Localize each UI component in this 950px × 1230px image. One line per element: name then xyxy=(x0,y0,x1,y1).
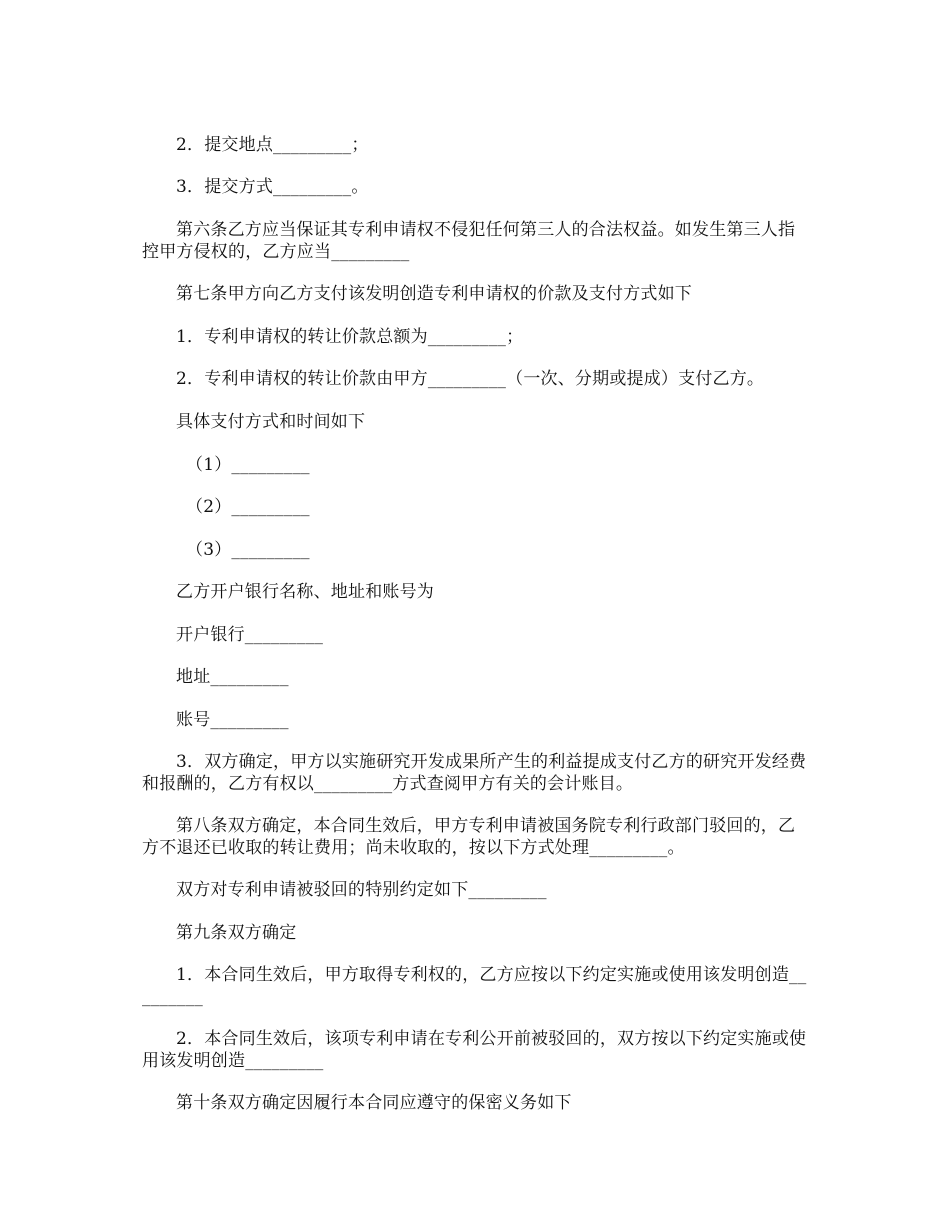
paragraph-payment-type: 2．专利申请权的转让价款由甲方_________（一次、分期或提成）支付乙方。 xyxy=(176,369,765,389)
paragraph-bank-account: 账号_________ xyxy=(176,710,289,730)
paragraph-bank-name: 开户银行_________ xyxy=(176,625,324,645)
paragraph-article-7: 第七条甲方向乙方支付该发明创造专利申请权的价款及支付方式如下 xyxy=(176,284,692,304)
paragraph-accounting-review: 3．双方确定，甲方以实施研究开发成果所产生的利益提成支付乙方的研究开发经费和报酬的，乙方有权以_________方式查阅甲方有关的会计账目。 xyxy=(142,752,807,794)
paragraph-payment-details-heading: 具体支付方式和时间如下 xyxy=(176,412,366,432)
paragraph-bank-address: 地址_________ xyxy=(176,667,289,687)
paragraph-submit-method: 3．提交方式_________。 xyxy=(176,177,369,197)
paragraph-patent-granted: 1．本合同生效后，甲方取得专利权的，乙方应按以下约定实施或使用该发明创造_________ xyxy=(142,965,807,1007)
paragraph-total-price: 1．专利申请权的转让价款总额为_________； xyxy=(176,327,524,347)
paragraph-payment-item-1: （1）_________ xyxy=(186,455,310,475)
paragraph-article-9: 第九条双方确定 xyxy=(176,923,297,943)
paragraph-payment-item-2: （2）_________ xyxy=(186,497,310,517)
paragraph-bank-info-heading: 乙方开户银行名称、地址和账号为 xyxy=(176,582,434,602)
paragraph-article-8: 第八条双方确定，本合同生效后，甲方专利申请被国务院专利行政部门驳回的，乙方不退还已收取的转让费用；尚未收取的，按以下方式处理_________。 xyxy=(142,816,796,858)
paragraph-payment-item-3: （3）_________ xyxy=(186,540,310,560)
paragraph-article-6: 第六条乙方应当保证其专利申请权不侵犯任何第三人的合法权益。如发生第三人指控甲方侵权的，乙方应当_________ xyxy=(142,220,796,262)
paragraph-rejection-agreement: 双方对专利申请被驳回的特别约定如下_________ xyxy=(176,880,547,900)
paragraph-article-10: 第十条双方确定因履行本合同应遵守的保密义务如下 xyxy=(176,1093,572,1113)
paragraph-submit-location: 2．提交地点_________； xyxy=(176,135,369,155)
paragraph-patent-rejected: 2．本合同生效后，该项专利申请在专利公开前被驳回的，双方按以下约定实施或使用该发明创造_________ xyxy=(142,1029,807,1071)
